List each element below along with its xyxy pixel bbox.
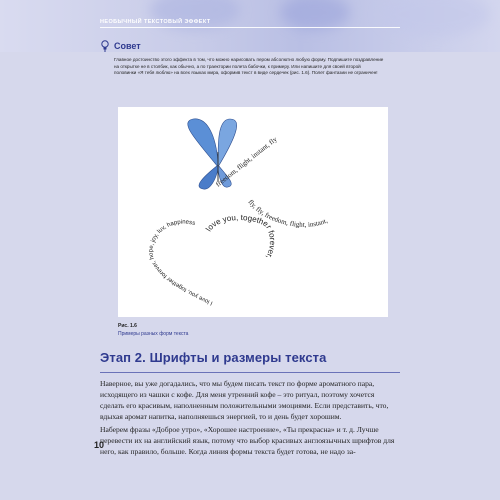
lightbulb-pen-icon xyxy=(100,40,110,52)
figure-text-shapes xyxy=(118,107,388,317)
figure-illustration xyxy=(118,107,388,317)
figure-caption-text: Примеры разных форм текста xyxy=(118,331,189,337)
tip-text: Главное достоинство этого эффекта в том, что можно нарисовать пером абсолютно любую форму. Подпишите поздравление на открытке не в столбик, как обычно, а по траектории полета бабочки, к примеру. Или напишите для своей второй половинки «Я тебя люблю» на всех языках мира, оформив текст в виде сердечек (рис. 1.6). Полет фантазии не ограничен! xyxy=(114,57,384,76)
path-text-heart-left: I love you, together forever, hope, joy, luv, happiness xyxy=(148,219,214,306)
header-divider xyxy=(100,27,400,28)
header-band xyxy=(0,0,500,52)
body-paragraph: Наверное, вы уже догадались, что мы будем писать текст по форме ароматного пара, исходящего из чашки с кофе. Для меня утренний кофе – это ритуал, поэтому хочется сделать его красивым, наполненным положительными эмоциями. Если представить, что, вдыхая аромат напитка, наполняешься энергией, то и день будет хорошим. xyxy=(100,379,389,421)
tip-title: Совет xyxy=(114,41,141,51)
section-divider xyxy=(100,372,400,373)
decorative-blur xyxy=(280,0,350,30)
page-number: 10 xyxy=(94,440,105,450)
decorative-blur xyxy=(150,0,240,30)
figure-caption-number: Рис. 1.6 xyxy=(118,323,137,329)
path-text-heart-right: love you, together forever, xyxy=(204,213,278,261)
path-text-loop: fly, fly, freedom, flight, instant, xyxy=(246,198,329,229)
decorative-blur xyxy=(380,0,490,37)
body-paragraph: Наберем фразы «Доброе утро», «Хорошее настроение», «Ты прекрасна» и т. д. Лучше перевести их на английский язык, потому что выбор красивых англоязычных шрифтов для него, как правило, больше. Когда линия формы текста будет готова, не надо за- xyxy=(100,425,395,456)
running-title: НЕОБЫЧНЫЙ ТЕКСТОВЫЙ ЭФФЕКТ xyxy=(100,19,211,25)
section-title: Этап 2. Шрифты и размеры текста xyxy=(100,350,327,365)
path-text-top: freedom, flight, instant, fly xyxy=(214,135,279,189)
